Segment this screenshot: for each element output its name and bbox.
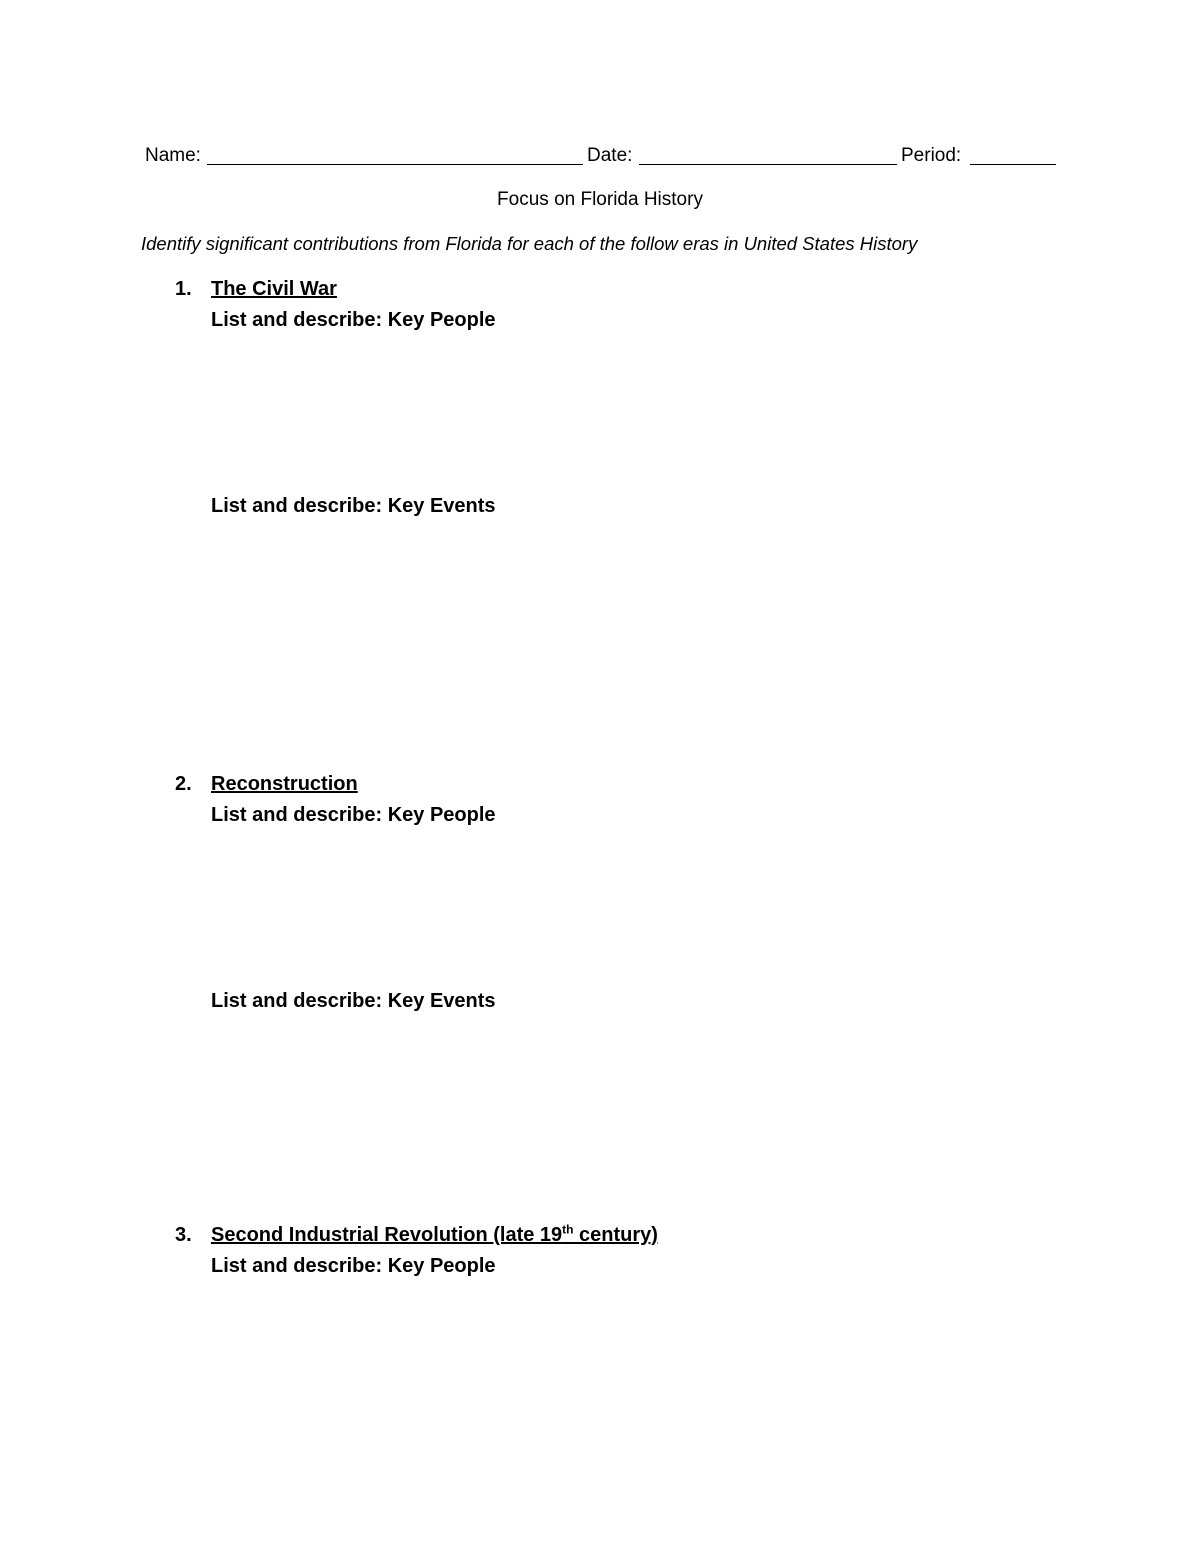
period-label: Period: — [901, 145, 962, 166]
section-3-title-main: Second Industrial Revolution (late 19 — [211, 1224, 563, 1246]
section-2-prompt-events: List and describe: Key Events — [211, 990, 496, 1012]
instructions: Identify significant contributions from Florida for each of the follow eras in United States History — [141, 233, 918, 254]
section-3-title-sup: th — [562, 1222, 574, 1237]
period-blank[interactable] — [970, 164, 1056, 165]
page-title: Focus on Florida History — [497, 189, 703, 210]
section-1-number: 1. — [175, 278, 192, 300]
section-2-title: Reconstruction — [211, 773, 358, 795]
name-label: Name: — [145, 145, 201, 166]
section-1-prompt-events: List and describe: Key Events — [211, 495, 496, 517]
section-1-title: The Civil War — [211, 278, 337, 300]
name-blank[interactable] — [207, 164, 583, 165]
section-3-title — [211, 1220, 658, 1250]
section-3-title-tail: century) — [573, 1224, 658, 1246]
section-2-number: 2. — [175, 773, 192, 795]
date-blank[interactable] — [639, 164, 897, 165]
section-3-number: 3. — [175, 1224, 192, 1246]
header-fields — [145, 142, 1057, 170]
date-label: Date: — [587, 145, 633, 166]
section-3-prompt-people: List and describe: Key People — [211, 1255, 496, 1277]
section-2-prompt-people: List and describe: Key People — [211, 804, 496, 826]
section-1-prompt-people: List and describe: Key People — [211, 309, 496, 331]
